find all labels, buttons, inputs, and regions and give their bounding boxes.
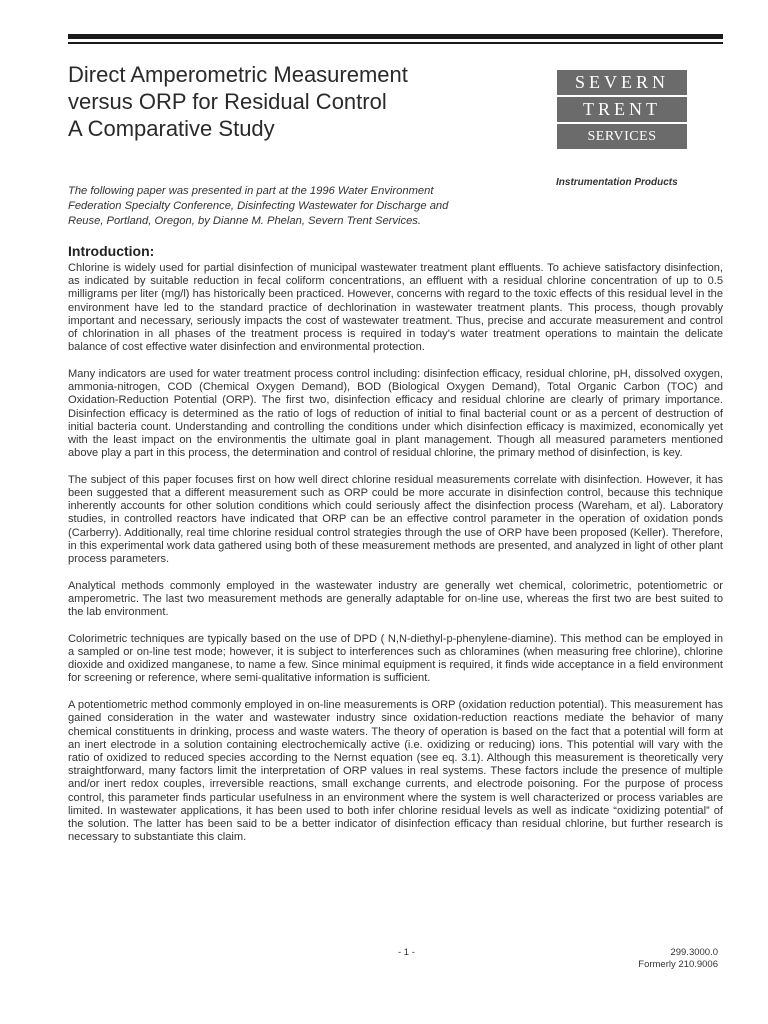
section-heading: Introduction: [68,243,155,259]
logo-trent: TRENT [557,97,687,122]
presentation-note [68,184,498,229]
severn-trent-logo [557,70,687,151]
document-reference [638,947,718,971]
paragraph: The subject of this paper focuses first on how well direct chlorine residual measurements correlate with disinfection. However, it has been suggested that a different measurement such as ORP could be more accurate in disinfection control, because this technique inherently accounts for other solution conditions which could seriously affect the disinfection process (Wareham, et al). Laboratory studies, in controlled reactors have indicated that ORP can be an effective control parameter in the operation of oxidation ponds (Carberry). Additionally, real time chlorine residual control strategies through the use of ORP have been proposed (Keller). Therefore, in this experimental work data gathered using both of these measurement methods are presented, and analyzed in light of other plant process parameters. [68,473,723,566]
note-line: Reuse, Portland, Oregon, by Dianne M. Phelan, Severn Trent Services. [68,215,421,227]
page-number: - 1 - [398,947,415,958]
title-line: versus ORP for Residual Control [68,89,387,114]
note-line: Federation Specialty Conference, Disinfecting Wastewater for Discharge and [68,200,449,212]
title-line: Direct Amperometric Measurement [68,62,408,87]
body-text [68,262,723,858]
instrumentation-label: Instrumentation Products [556,177,678,188]
top-rule-thin [68,42,723,44]
paragraph: Colorimetric techniques are typically based on the use of DPD ( N,N-diethyl-p-phenylene-diamine). This method can be employed in a sampled or on-line test mode; however, it is subject to interferences such as chloramines (when measuring free chlorine), chlorine dioxide and oxidized manganese, to name a few. Since minimal equipment is required, it finds wide acceptance in a field environment for screening or reference, where semi-qualitative information is sufficient. [68,632,723,685]
paragraph: Analytical methods commonly employed in the wastewater industry are generally wet chemical, colorimetric, potentiometric or amperometric. The last two measurement methods are generally adaptable for on-line use, whereas the first two are best suited to the lab environment. [68,579,723,619]
paragraph: Many indicators are used for water treatment process control including: disinfection efficacy, residual chlorine, pH, dissolved oxygen, ammonia-nitrogen, COD (Chemical Oxygen Demand), BOD (Biological Oxygen Demand), Total Organic Carbon (TOC) and Oxidation-Reduction Potential (ORP). The first two, disinfection efficacy and residual chlorine are clearly of primary importance. Disinfection efficacy is determined as the ratio of logs of reduction of initial to final bacterial count or as a percent of destruction of initial bacteria count. Understanding and controlling the conditions under which disinfection efficacy is maximized, economically yet with the least impact on the environmentis the ultimate goal in plant management. Though all measured parameters mentioned above play a part in this process, the determination and control of residual chlorine, the primary method of disinfection, is key. [68,367,723,460]
formerly-number: Formerly 210.9006 [638,959,718,970]
logo-services: SERVICES [557,124,687,149]
top-rule-thick [68,34,723,39]
title-line: A Comparative Study [68,116,275,141]
note-line: The following paper was presented in part at the 1996 Water Environment [68,185,434,197]
doc-number: 299.3000.0 [670,947,718,958]
logo-severn: SEVERN [557,70,687,95]
paragraph: A potentiometric method commonly employed in on-line measurements is ORP (oxidation reduction potential). This measurement has gained consideration in the water and wastewater industry since oxidation-reduction reactions mediate the behavior of many chemical constituents in drinking, process and waste waters. The theory of operation is based on the fact that a potential will form at an inert electrode in a solution containing electrochemically active (i.e. oxidizing or reducing) ions. This potential will vary with the ratio of oxidized to reduced species according to the Nernst equation (see eq. 3.1). Although this measurement is theoretically very straightforward, many factors limit the interpretation of ORP values in real systems. These factors include the presence of multiple and/or inert redox couples, irreversible reactions, small exchange currents, and electrode poisoning. For the purpose of process control, this parameter finds particular usefulness in an environment where the system is well characterized or process variables are limited. In wastewater applications, it has been used to both infer chlorine residual levels as well as indicate “oxidizing potential” of the solution. The latter has been said to be a better indicator of disinfection efficacy than residual chlorine, but further research is necessary to substantiate this claim. [68,699,723,844]
document-title [68,61,488,142]
paragraph: Chlorine is widely used for partial disinfection of municipal wastewater treatment plant effluents. To achieve satisfactory disinfection, as indicated by suitable reduction in fecal coliform concentrations, an effluent with a residual chlorine concentration of up to 0.5 milligrams per liter (mg/l) has historically been practiced. However, concerns with regard to the toxic effects of this residual level in the environment have led to the standard practice of dechlorination in wastewater treatment plants. This process, though provably important and necessary, seriously impacts the cost of wastewater treatment. Thus, precise and accurate measurement and control of chlorination in all phases of the treatment process is required in today's water treatment operations to maintain the delicate balance of cost effective water disinfection and environmental protection. [68,262,723,354]
